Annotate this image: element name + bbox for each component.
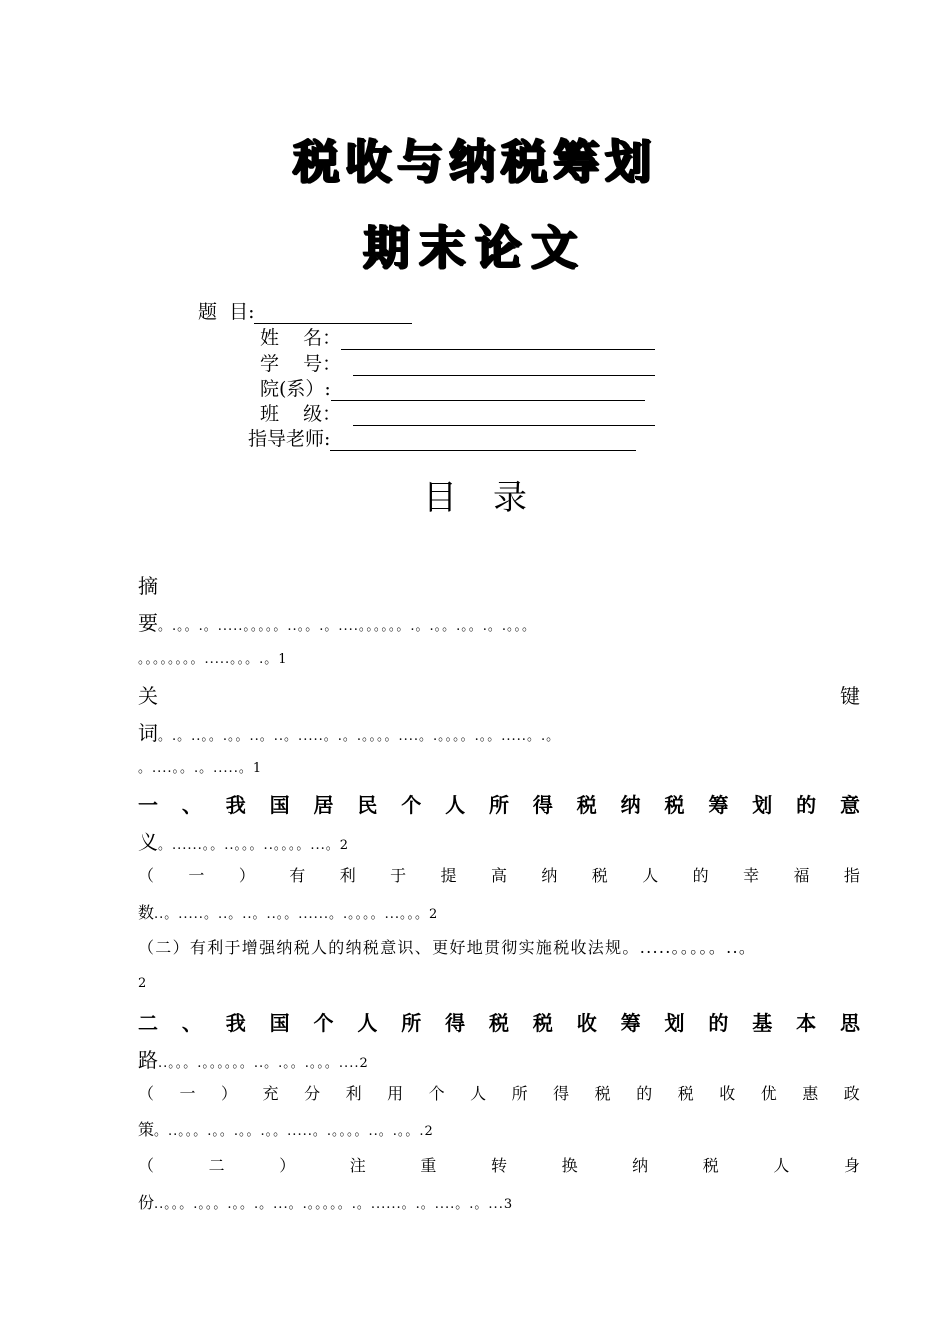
- toc-heading-char: 高: [490, 866, 507, 885]
- class-field: [260, 402, 655, 426]
- toc-heading-char: 收: [719, 1084, 736, 1103]
- toc-leader-dots: 。。。。。。。。.....。。。.。1: [138, 652, 288, 667]
- toc-heading-char: 人: [357, 1011, 378, 1035]
- toc-heading-char: 税: [677, 1084, 694, 1103]
- toc-heading-char: 纳: [632, 1156, 649, 1175]
- toc-heading-char: 身: [843, 1156, 860, 1175]
- toc-heading-char: 所: [401, 1011, 422, 1035]
- toc-section2-line2: [138, 1044, 860, 1073]
- toc-section1-2-text: （二）有利于增强纳税人的纳税意识、更好地贯彻实施税收法规。.....。。。。。..。: [138, 938, 757, 957]
- toc-heading-char: 国: [269, 1011, 290, 1035]
- toc-heading-char: 收: [576, 1011, 597, 1035]
- toc-heading-char: 筹: [708, 793, 729, 817]
- toc-heading-char: 的: [708, 1011, 729, 1035]
- toc-heading-char: 我: [225, 793, 246, 817]
- toc-section1-1-line1[interactable]: [138, 863, 860, 886]
- department-field: [260, 377, 645, 401]
- toc-section1-1-head: 数: [138, 903, 155, 922]
- toc-heading-char: （: [138, 1156, 155, 1175]
- class-blank-line[interactable]: [353, 405, 655, 426]
- toc-leader-dots: ..。。。.。。。。。。..。.。。.。。。....2: [158, 1056, 369, 1071]
- toc-heading-char: 一: [188, 866, 205, 885]
- document-title-line2: 期末论文: [363, 221, 587, 275]
- department-blank-line[interactable]: [331, 380, 645, 401]
- document-title-line1: 税收与纳税筹划: [293, 135, 657, 189]
- name-blank-line[interactable]: [341, 329, 655, 350]
- toc-heading-char: 幸: [743, 866, 760, 885]
- advisor-field: [248, 427, 636, 451]
- toc-entry-keywords[interactable]: [138, 717, 860, 746]
- toc-heading-char: 一: [138, 793, 158, 817]
- toc-heading-char: 纳: [541, 866, 558, 885]
- toc-heading-char: （: [138, 1084, 155, 1103]
- toc-heading-char: 的: [692, 866, 709, 885]
- toc-heading-char: 人: [445, 793, 466, 817]
- department-label: 院(系）:: [260, 378, 331, 400]
- toc-page-number: 2: [138, 976, 148, 991]
- toc-keywords-left-char: 关: [138, 684, 158, 708]
- toc-heading-char: 思: [840, 1011, 860, 1035]
- toc-abstract-head: 要: [138, 611, 158, 635]
- toc-abstract-page-line: [138, 648, 860, 667]
- student-id-field: [260, 352, 655, 376]
- toc-heading-char: 税: [664, 793, 685, 817]
- toc-section1-head: 义: [138, 830, 158, 854]
- toc-leader-dots: 。......。。..。。。..。。。。...。2: [158, 838, 349, 853]
- toc-heading-char: 于: [390, 866, 407, 885]
- toc-heading-char: 国: [269, 793, 290, 817]
- toc-heading-char: 本: [796, 1011, 817, 1035]
- toc-heading-char: 个: [313, 1011, 334, 1035]
- toc-heading-char: 用: [387, 1084, 404, 1103]
- toc-section2-1-line2: [138, 1117, 860, 1140]
- toc-heading-char: 利: [339, 866, 356, 885]
- toc-heading-char: 税: [591, 866, 608, 885]
- toc-heading-char: 福: [793, 866, 810, 885]
- toc-heading-char: 我: [225, 1011, 246, 1035]
- topic-field: [198, 300, 412, 324]
- toc-heading-char: 划: [752, 793, 773, 817]
- toc-heading-char: 重: [420, 1156, 437, 1175]
- toc-keywords-right-char: 键: [840, 684, 860, 708]
- toc-section2-1-head: 策: [138, 1120, 155, 1139]
- toc-heading-char: 税: [489, 1011, 509, 1035]
- toc-section1-2-page-line: [138, 972, 860, 991]
- toc-heading-char: 居: [313, 793, 334, 817]
- toc-abstract-line1: [138, 570, 860, 599]
- toc-section1-2-line1[interactable]: [138, 935, 860, 958]
- toc-heading-char: 得: [445, 1011, 466, 1035]
- student-id-label: 学 号：: [260, 353, 342, 375]
- class-label: 班 级：: [260, 403, 342, 425]
- toc-heading-char: （: [138, 866, 155, 885]
- toc-heading-char: 充: [262, 1084, 279, 1103]
- toc-heading-char: 税: [702, 1156, 719, 1175]
- toc-section2-2-line2: [138, 1190, 860, 1213]
- topic-blank-line[interactable]: [254, 303, 412, 324]
- toc-heading-char: 注: [349, 1156, 366, 1175]
- toc-heading-char: 所: [489, 793, 509, 817]
- toc-keywords-head: 词: [138, 721, 158, 745]
- name-field: [260, 326, 655, 350]
- toc-leader-dots: 。....。。.。.....。1: [138, 761, 263, 776]
- toc-heading-char: 二: [208, 1156, 225, 1175]
- toc-heading-char: 、: [181, 793, 202, 817]
- toc-heading-char: 个: [401, 793, 422, 817]
- toc-section2-2-line1[interactable]: [138, 1153, 860, 1176]
- toc-section1-line1[interactable]: [138, 789, 860, 818]
- toc-heading-char: 、: [181, 1011, 202, 1035]
- toc-heading-char: 筹: [620, 1011, 641, 1035]
- toc-leader-dots: 。.。..。。.。。..。..。.....。.。.。。。。....。.。。。。.。。.....。.。: [158, 729, 561, 744]
- toc-heading-char: 纳: [620, 793, 641, 817]
- advisor-blank-line[interactable]: [330, 430, 636, 451]
- toc-leader-dots: ..。。。.。。。.。。.。...。.。。。。。.。......。.。....。.。...3: [154, 1197, 514, 1212]
- toc-heading-char: 税: [532, 1011, 553, 1035]
- toc-leader-dots: 。.。。.。.....。。。。。..。。.。....。。。。。。.。.。。.。。.。.。。。: [158, 619, 537, 634]
- toc-section2-line1[interactable]: [138, 1007, 860, 1036]
- toc-heading-char: ）: [238, 866, 255, 885]
- toc-heading-char: 一: [179, 1084, 196, 1103]
- toc-section2-head: 路: [138, 1048, 158, 1072]
- toc-entry-abstract[interactable]: [138, 607, 860, 636]
- toc-heading: 目录: [423, 478, 563, 518]
- toc-keywords-line1: [138, 680, 860, 709]
- toc-heading-char: 利: [345, 1084, 362, 1103]
- toc-heading-char: 优: [760, 1084, 777, 1103]
- name-label: 姓 名：: [260, 327, 342, 349]
- toc-abstract-char: 摘: [138, 574, 158, 598]
- toc-keywords-page-line: [138, 757, 860, 776]
- toc-heading-char: 的: [796, 793, 817, 817]
- toc-section2-2-head: 份: [138, 1193, 155, 1212]
- toc-heading-char: 的: [636, 1084, 653, 1103]
- toc-heading-char: 惠: [802, 1084, 819, 1103]
- toc-heading-char: 所: [511, 1084, 528, 1103]
- toc-heading-char: 民: [357, 793, 378, 817]
- toc-leader-dots: ..。.....。..。..。..。。......。.。。。。...。。。2: [154, 907, 439, 922]
- toc-heading-char: 有: [289, 866, 306, 885]
- toc-heading-char: 税: [594, 1084, 611, 1103]
- toc-heading-char: 意: [840, 793, 860, 817]
- toc-heading-char: 得: [532, 793, 553, 817]
- toc-heading-char: 基: [752, 1011, 773, 1035]
- toc-heading-char: 换: [561, 1156, 578, 1175]
- toc-heading-char: 转: [490, 1156, 507, 1175]
- toc-section1-line2: [138, 826, 860, 855]
- toc-section2-1-line1[interactable]: [138, 1081, 860, 1104]
- toc-heading-char: 人: [470, 1084, 487, 1103]
- topic-label: 题 目:: [198, 301, 255, 323]
- advisor-label: 指导老师:: [248, 428, 331, 450]
- toc-heading-char: 指: [843, 866, 860, 885]
- toc-heading-char: 划: [664, 1011, 685, 1035]
- toc-heading-char: 税: [576, 793, 597, 817]
- toc-heading-char: 个: [428, 1084, 445, 1103]
- toc-heading-char: 得: [553, 1084, 570, 1103]
- student-id-blank-line[interactable]: [353, 355, 655, 376]
- toc-heading-char: 分: [304, 1084, 321, 1103]
- toc-leader-dots: 。..。。。.。。.。。.。。.....。.。。。。..。.。。.2: [154, 1124, 434, 1139]
- toc-heading-char: ）: [279, 1156, 296, 1175]
- toc-heading-char: 人: [642, 866, 659, 885]
- toc-heading-char: ）: [221, 1084, 238, 1103]
- toc-heading-char: 政: [843, 1084, 860, 1103]
- toc-heading-char: 二: [138, 1011, 158, 1035]
- toc-heading-char: 人: [773, 1156, 790, 1175]
- toc-heading-char: 提: [440, 866, 457, 885]
- toc-section1-1-line2: [138, 900, 860, 923]
